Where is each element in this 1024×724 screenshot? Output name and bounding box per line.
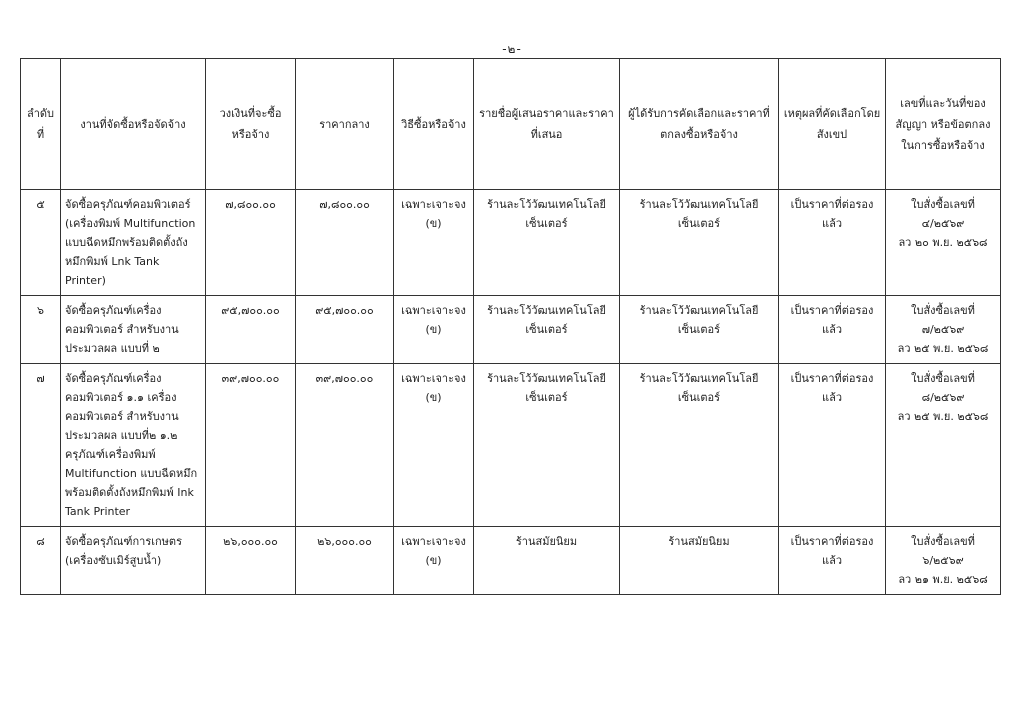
table-row xyxy=(21,364,1001,527)
contract-number: ใบสั่งซื้อเลขที่ ๔/๒๕๖๙ xyxy=(911,198,975,230)
cell-no: ๖ xyxy=(21,296,61,364)
cell-item: จัดซื้อครุภัณฑ์เครื่องคอมพิวเตอร์ ๑.๑ เครื่องคอมพิวเตอร์ สำหรับงานประมวลผล แบบที่๒ ๑.๒ ครุภัณฑ์เครื่องพิมพ์ Multifunction แบบฉีดหมึกพร้อมติดตั้งถังหมึกพิมพ์ Ink Tank Printer xyxy=(61,364,206,527)
cell-reason: เป็นราคาที่ต่อรองแล้ว xyxy=(779,364,886,527)
cell-bidders: ร้านละโว้วัฒนเทคโนโลยีเซ็นเตอร์ xyxy=(474,296,620,364)
cell-contract xyxy=(886,190,1001,296)
cell-item: จัดซื้อครุภัณฑ์การเกษตร (เครื่องซับเมิร์สูบน้ำ) xyxy=(61,527,206,595)
header-budget: วงเงินที่จะซื้อหรือจ้าง xyxy=(206,59,296,190)
cell-selected: ร้านละโว้วัฒนเทคโนโลยีเซ็นเตอร์ xyxy=(620,364,779,527)
cell-budget: ๗,๘๐๐.๐๐ xyxy=(206,190,296,296)
cell-contract xyxy=(886,527,1001,595)
cell-selected: ร้านสมัยนิยม xyxy=(620,527,779,595)
table-row xyxy=(21,527,1001,595)
cell-budget: ๒๖,๐๐๐.๐๐ xyxy=(206,527,296,595)
cell-bidders: ร้านละโว้วัฒนเทคโนโลยีเซ็นเตอร์ xyxy=(474,190,620,296)
cell-reason: เป็นราคาที่ต่อรองแล้ว xyxy=(779,190,886,296)
cell-reason: เป็นราคาที่ต่อรองแล้ว xyxy=(779,296,886,364)
cell-contract xyxy=(886,364,1001,527)
header-selected: ผู้ได้รับการคัดเลือกและราคาที่ตกลงซื้อหรือจ้าง xyxy=(620,59,779,190)
cell-median-price: ๒๖,๐๐๐.๐๐ xyxy=(296,527,394,595)
cell-method: เฉพาะเจาะจง (ข) xyxy=(394,364,474,527)
header-contract: เลขที่และวันที่ของสัญญา หรือข้อตกลงในการซื้อหรือจ้าง xyxy=(886,59,1001,190)
header-median-price: ราคากลาง xyxy=(296,59,394,190)
header-item: งานที่จัดซื้อหรือจัดจ้าง xyxy=(61,59,206,190)
cell-contract xyxy=(886,296,1001,364)
table-header-row xyxy=(21,59,1001,190)
contract-date: ลว ๒๑ พ.ย. ๒๕๖๘ xyxy=(898,573,988,586)
page-number: -๒- xyxy=(502,42,522,56)
cell-method: เฉพาะเจาะจง (ข) xyxy=(394,527,474,595)
contract-number: ใบสั่งซื้อเลขที่ ๘/๒๕๖๙ xyxy=(911,372,975,404)
cell-median-price: ๓๙,๗๐๐.๐๐ xyxy=(296,364,394,527)
cell-method: เฉพาะเจาะจง (ข) xyxy=(394,190,474,296)
contract-number: ใบสั่งซื้อเลขที่ ๖/๒๕๖๙ xyxy=(911,535,975,567)
header-no: ลำดับที่ xyxy=(21,59,61,190)
contract-date: ลว ๒๕ พ.ย. ๒๕๖๘ xyxy=(897,410,989,423)
table-row xyxy=(21,190,1001,296)
header-method: วิธีซื้อหรือจ้าง xyxy=(394,59,474,190)
cell-median-price: ๙๕,๗๐๐.๐๐ xyxy=(296,296,394,364)
cell-method: เฉพาะเจาะจง (ข) xyxy=(394,296,474,364)
table-row xyxy=(21,296,1001,364)
cell-no: ๕ xyxy=(21,190,61,296)
cell-reason: เป็นราคาที่ต่อรองแล้ว xyxy=(779,527,886,595)
cell-median-price: ๗,๘๐๐.๐๐ xyxy=(296,190,394,296)
cell-item: จัดซื้อครุภัณฑ์เครื่องคอมพิวเตอร์ สำหรับงานประมวลผล แบบที่ ๒ xyxy=(61,296,206,364)
contract-date: ลว ๒๐ พ.ย. ๒๕๖๘ xyxy=(898,236,988,249)
header-reason: เหตุผลที่คัดเลือกโดยสังเขป xyxy=(779,59,886,190)
cell-budget: ๙๕,๗๐๐.๐๐ xyxy=(206,296,296,364)
procurement-table xyxy=(20,58,1001,595)
cell-no: ๘ xyxy=(21,527,61,595)
contract-date: ลว ๒๕ พ.ย. ๒๕๖๘ xyxy=(897,342,989,355)
cell-item: จัดซื้อครุภัณฑ์คอมพิวเตอร์ (เครื่องพิมพ์ Multifunction แบบฉีดหมึกพร้อมติดตั้งถังหมึกพิมพ์ Lnk Tank Printer) xyxy=(61,190,206,296)
cell-bidders: ร้านสมัยนิยม xyxy=(474,527,620,595)
cell-budget: ๓๙,๗๐๐.๐๐ xyxy=(206,364,296,527)
header-bidders: รายชื่อผู้เสนอราคาและราคาที่เสนอ xyxy=(474,59,620,190)
cell-selected: ร้านละโว้วัฒนเทคโนโลยีเซ็นเตอร์ xyxy=(620,190,779,296)
contract-number: ใบสั่งซื้อเลขที่ ๗/๒๕๖๙ xyxy=(911,304,975,336)
cell-bidders: ร้านละโว้วัฒนเทคโนโลยีเซ็นเตอร์ xyxy=(474,364,620,527)
cell-no: ๗ xyxy=(21,364,61,527)
cell-selected: ร้านละโว้วัฒนเทคโนโลยีเซ็นเตอร์ xyxy=(620,296,779,364)
